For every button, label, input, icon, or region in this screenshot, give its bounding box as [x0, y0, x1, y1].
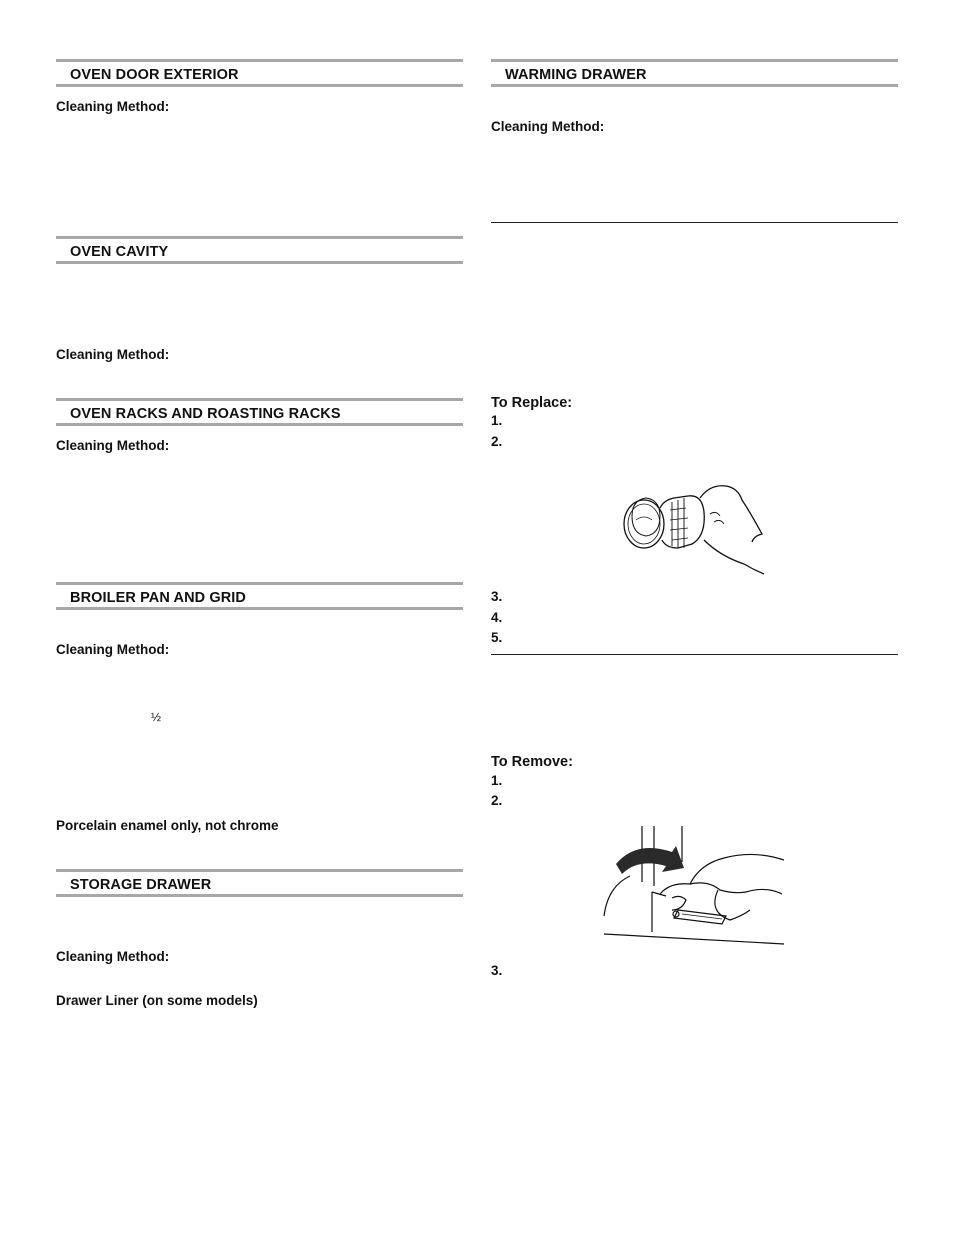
to-remove-label: To Remove: — [491, 754, 573, 770]
divider — [491, 654, 898, 655]
cleaning-method-label: Cleaning Method: — [491, 119, 605, 134]
step-number: 1. — [491, 773, 503, 788]
to-replace-label: To Replace: — [491, 395, 573, 411]
step-number: 2. — [491, 434, 503, 449]
section-header-oven-door-exterior — [56, 59, 463, 87]
step-number: 2. — [491, 793, 503, 808]
cleaning-method-label: Cleaning Method: — [56, 949, 170, 964]
section-header-warming-drawer — [491, 59, 898, 87]
cleaning-method-label: Cleaning Method: — [56, 438, 170, 453]
cleaning-method-label: Cleaning Method: — [56, 642, 170, 657]
fraction-half: ½ — [151, 710, 162, 724]
section-header-oven-cavity — [56, 236, 463, 264]
cleaning-method-label: Cleaning Method: — [56, 99, 170, 114]
divider — [491, 222, 898, 223]
cleaning-method-label: Cleaning Method: — [56, 347, 170, 362]
step-number: 3. — [491, 963, 503, 978]
drawer-release-hand-icon — [600, 824, 790, 946]
section-title: OVEN CAVITY — [70, 244, 169, 260]
step-number: 5. — [491, 630, 503, 645]
section-title: STORAGE DRAWER — [70, 877, 212, 893]
section-title: OVEN DOOR EXTERIOR — [70, 67, 239, 83]
drawer-liner-label: Drawer Liner (on some models) — [56, 993, 258, 1008]
section-header-storage-drawer — [56, 869, 463, 897]
section-title: WARMING DRAWER — [505, 67, 647, 83]
section-header-broiler-pan — [56, 582, 463, 610]
step-number: 1. — [491, 413, 503, 428]
step-number: 4. — [491, 610, 503, 625]
section-title: BROILER PAN AND GRID — [70, 590, 246, 606]
light-bulb-hand-icon — [620, 480, 770, 576]
step-number: 3. — [491, 589, 503, 604]
section-header-oven-racks — [56, 398, 463, 426]
section-title: OVEN RACKS AND ROASTING RACKS — [70, 406, 341, 422]
porcelain-note: Porcelain enamel only, not chrome — [56, 818, 279, 833]
